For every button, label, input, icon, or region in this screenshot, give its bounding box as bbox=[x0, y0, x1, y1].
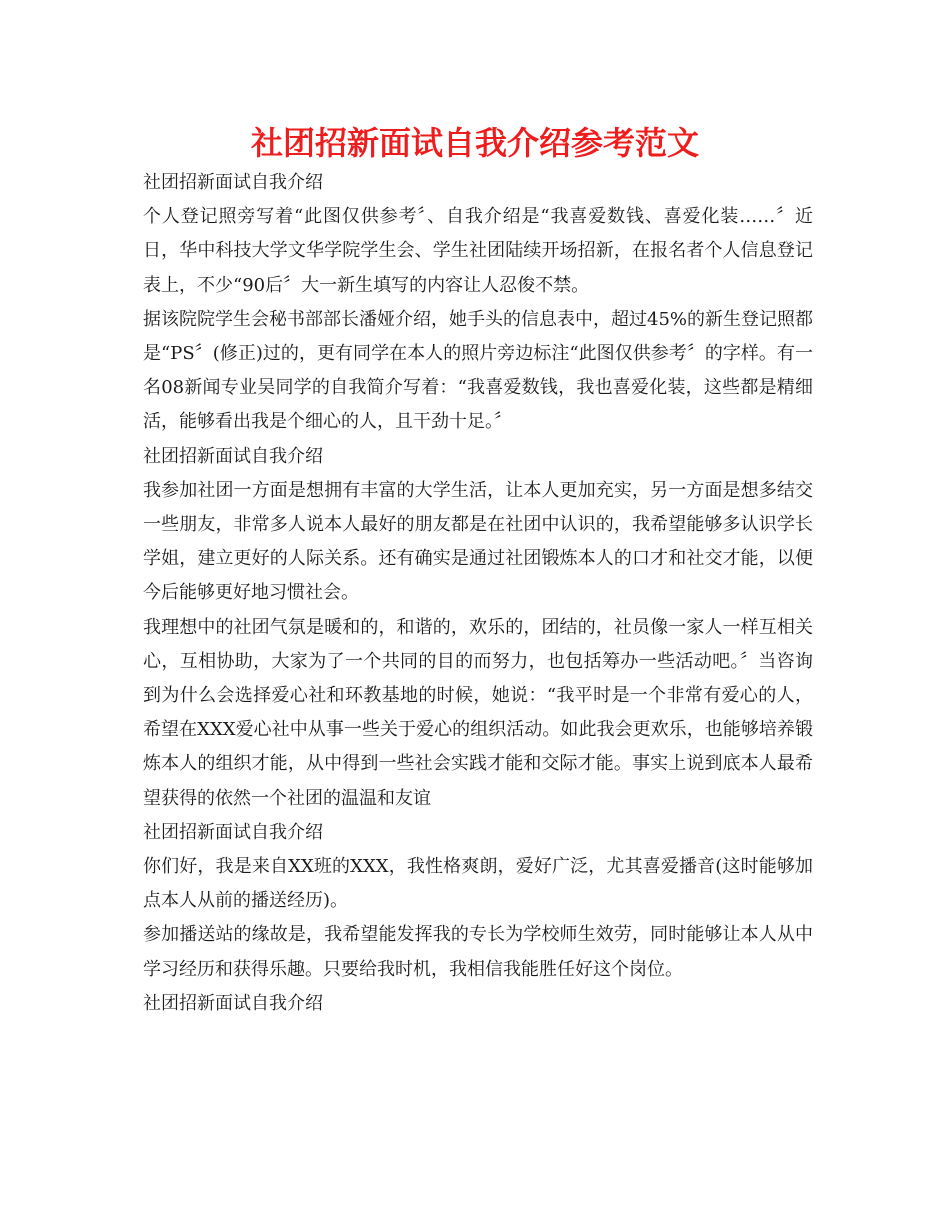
document-body bbox=[143, 166, 813, 1021]
document-title: 社团招新面试自我介绍参考范文 bbox=[250, 124, 699, 162]
body-paragraph: 据该院院学生会秘书部部长潘娅介绍，她手头的信息表中，超过45%的新生登记照都是“PS〞(修正)过的，更有同学在本人的照片旁边标注“此图仅供参考〞的字样。有一名08新闻专业吴同学的自我简介写着：“我喜爱数钱，我也喜爱化装，这些都是精细活，能够看出我是个细心的人，且干劲十足。〞 bbox=[143, 308, 814, 433]
body-paragraph: 我理想中的社团气氛是暖和的，和谐的，欢乐的，团结的，社员像一家人一样互相关心，互相协助，大家为了一个共同的目的而努力，也包括筹办一些活动吧。〞当咨询到为什么会选择爱心社和环教基地的时候，她说：“我平时是一个非常有爱心的人，希望在XXX爱心社中从事一些关于爱心的组织活动。如此我会更欢乐，也能够培养锻炼本人的组织才能，从中得到一些社会实践才能和交际才能。事实上说到底本人最希望获得的依然一个社团的温温和友谊 bbox=[143, 616, 813, 809]
section-heading: 社团招新面试自我介绍 bbox=[143, 992, 323, 1014]
body-paragraph: 我参加社团一方面是想拥有丰富的大学生活，让本人更加充实，另一方面是想多结交一些朋友，非常多人说本人最好的朋友都是在社团中认识的，我希望能够多认识学长学姐，建立更好的人际关系。还有确实是通过社团锻炼本人的口才和社交才能，以便今后能够更好地习惯社会。 bbox=[143, 479, 813, 604]
section-heading: 社团招新面试自我介绍 bbox=[143, 821, 323, 843]
section-heading: 社团招新面试自我介绍 bbox=[143, 172, 323, 193]
body-paragraph: 个人登记照旁写着“此图仅供参考〞、自我介绍是“我喜爱数钱、喜爱化装……〞近日，华中科技大学文华学院学生会、学生社团陆续开场招新，在报名者个人信息登记表上，不少“90后〞大一新生填写的内容让人忍俊不禁。 bbox=[143, 206, 813, 296]
section-heading: 社团招新面试自我介绍 bbox=[143, 445, 323, 467]
body-paragraph: 参加播送站的缘故是，我希望能发挥我的专长为学校师生效劳，同时能够让本人从中学习经历和获得乐趣。只要给我时机，我相信我能胜任好这个岗位。 bbox=[143, 924, 813, 980]
body-paragraph: 你们好，我是来自XX班的XXX，我性格爽朗，爱好广泛，尤其喜爱播音(这时能够加点本人从前的播送经历)。 bbox=[143, 856, 813, 912]
